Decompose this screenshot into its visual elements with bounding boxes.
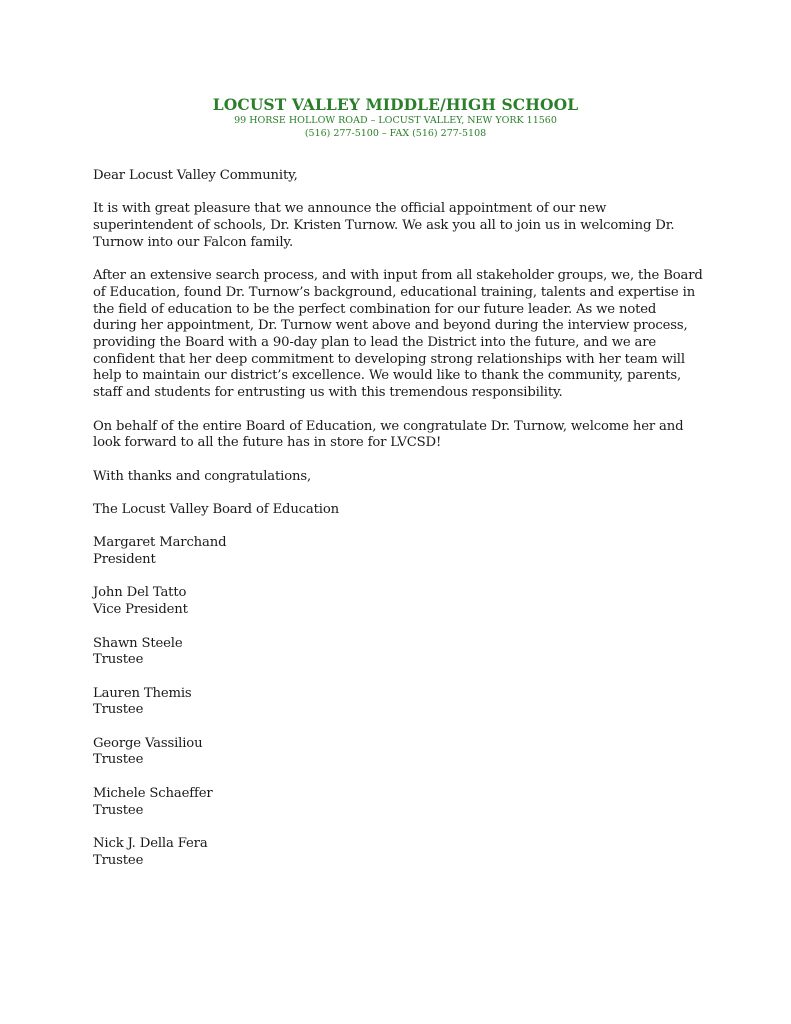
board-member [93, 636, 703, 669]
letter-body [93, 168, 703, 886]
board-member-name: George Vassiliou [93, 735, 203, 751]
board-member [93, 836, 703, 869]
board-member-title: President [93, 552, 156, 568]
board-member-title: Trustee [93, 652, 144, 668]
board-member-name: John Del Tatto [93, 585, 187, 601]
school-name: LOCUST VALLEY MIDDLE/HIGH SCHOOL [212, 95, 579, 114]
board-member-title: Trustee [93, 702, 144, 718]
board-member-title: Trustee [93, 752, 144, 768]
board-member [93, 535, 703, 568]
board-member [93, 786, 703, 819]
board-member-name: Shawn Steele [93, 635, 183, 651]
board-member [93, 736, 703, 769]
school-address: 99 HORSE HOLLOW ROAD – LOCUST VALLEY, NEW YORK 11560 [234, 115, 557, 126]
salutation: Dear Locust Valley Community, [93, 168, 298, 183]
school-phone-fax: (516) 277-5100 – FAX (516) 277-5108 [304, 128, 487, 139]
board-member-title: Vice President [93, 602, 188, 618]
board-member-name: Lauren Themis [93, 685, 192, 701]
letterhead [0, 95, 791, 140]
signature: The Locust Valley Board of Education [93, 501, 339, 517]
board-member-name: Nick J. Della Fera [93, 835, 208, 851]
board-member [93, 585, 703, 618]
board-member-name: Margaret Marchand [93, 535, 227, 551]
board-member [93, 686, 703, 719]
board-member-title: Trustee [93, 852, 144, 868]
paragraph-search-process: After an extensive search process, and with input from all stakeholder groups, we, the Board of Education, found Dr. Turnow’s background, educational training, talents and expertise in the field of education to be the perfect combination for our future leader. As we noted during her appointment, Dr. Turnow went above and beyond during the interview process, providing the Board with a 90-day plan to lead the District into the future, and we are confident that her deep commitment to developing strong relationships with her team will help to maintain our district’s excellence. We would like to thank the community, parents, staff and students for entrusting us with this tremendous responsibility. [93, 268, 703, 401]
board-member-name: Michele Schaeffer [93, 785, 213, 801]
paragraph-congratulations: On behalf of the entire Board of Education, we congratulate Dr. Turnow, welcome her and look forward to all the future has in store for LVCSD! [93, 418, 684, 451]
board-member-title: Trustee [93, 802, 144, 818]
paragraph-announcement: It is with great pleasure that we announce the official appointment of our new superintendent of schools, Dr. Kristen Turnow. We ask you all to join us in welcoming Dr. Turnow into our Falcon family. [93, 201, 675, 250]
closing: With thanks and congratulations, [93, 468, 312, 484]
